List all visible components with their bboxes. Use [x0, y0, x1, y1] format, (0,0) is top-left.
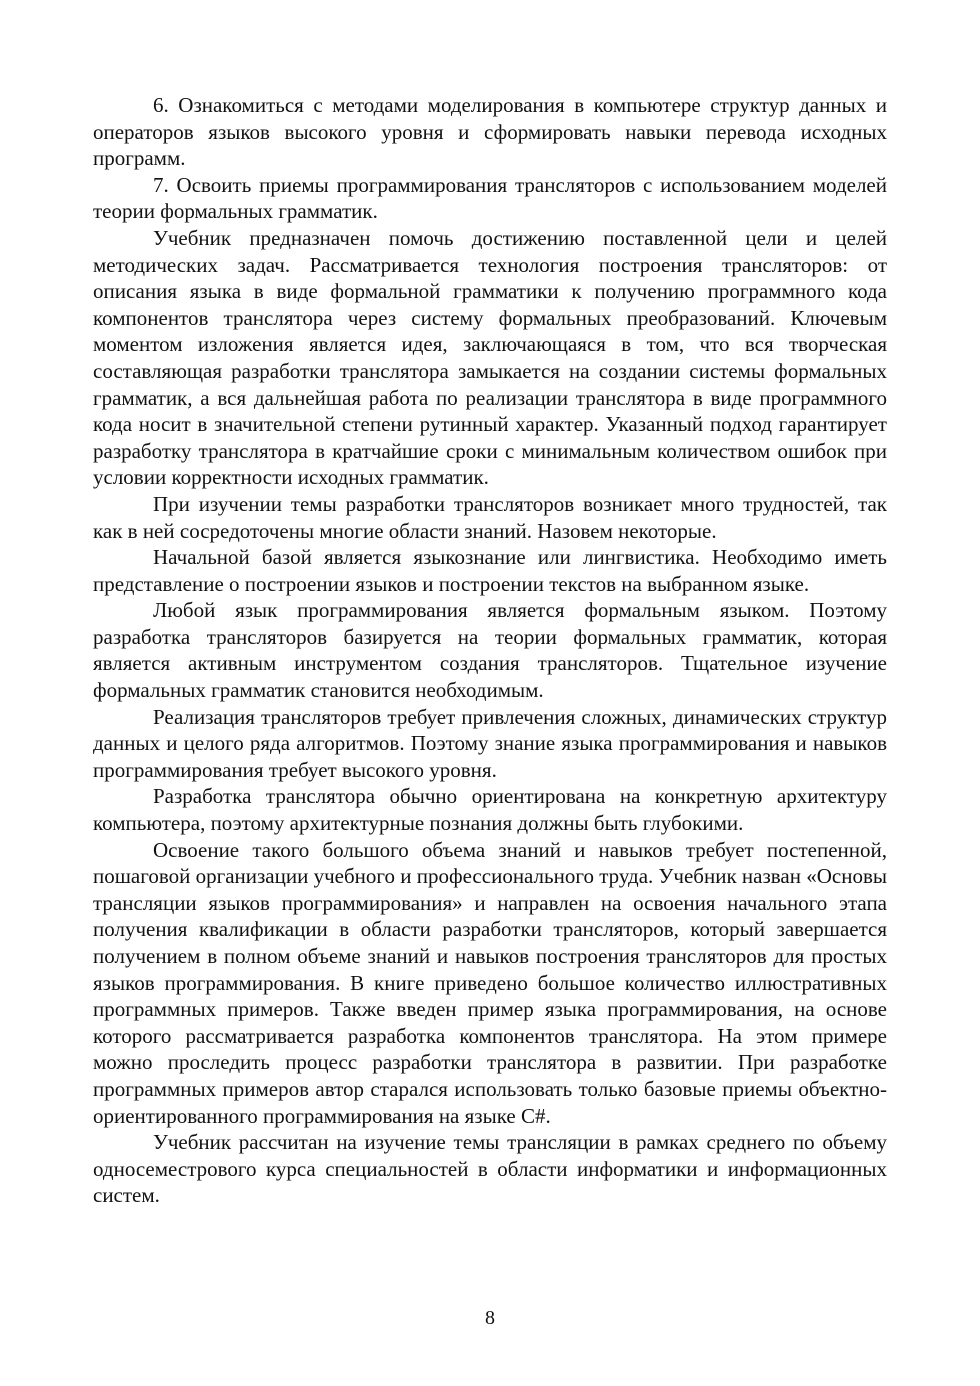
paragraph-formal-languages: Любой язык программирования является формальным языком. Поэтому разработка трансляторов базируется на теории формальных грамматик, которая является активным инструментом создания трансляторов. Тщательное изучение формальных грамматик становится необходимым. — [93, 598, 887, 703]
paragraph-textbook-purpose: Учебник предназначен помочь достижению поставленной цели и целей методических задач. Рассматривается технология построения трансляторов: от описания языка в виде формальной грамматики к получению программного кода компонентов транслятора через систему формальных преобразований. Ключевым моментом изложения является идея, заключающаяся в том, что вся творческая составляющая разработки транслятора замыкается на создании системы формальных грамматик, а вся дальнейшая работа по реализации транслятора в виде программного кода носит в значительной степени рутинный характер. Указанный подход гарантирует разработку транслятора в кратчайшие сроки с минимальным количеством ошибок при условии корректности исходных грамматик. — [93, 225, 887, 490]
paragraph-difficulties: При изучении темы разработки трансляторов возникает много трудностей, так как в ней сосредоточены многие области знаний. Назовем некоторые. — [93, 491, 887, 543]
paragraph-course-scope: Учебник рассчитан на изучение темы трансляции в рамках среднего по объему односеместрового курса специальностей в области информатики и информационных систем. — [93, 1130, 887, 1208]
page-number: 8 — [485, 1307, 495, 1329]
paragraph-data-structures: Реализация трансляторов требует привлечения сложных, динамических структур данных и целого ряда алгоритмов. Поэтому знание языка программирования и навыков программирования требует высокого уровня. — [93, 704, 887, 782]
paragraph-item-7: 7. Освоить приемы программирования трансляторов с использованием моделей теории формальных грамматик. — [93, 172, 887, 224]
paragraph-linguistics: Начальной базой является языкознание или лингвистика. Необходимо иметь представление о построении языков и построении текстов на выбранном языке. — [93, 545, 887, 596]
paragraph-mastering: Освоение такого большого объема знаний и навыков требует постепенной, пошаговой организации учебного и профессионального труда. Учебник назван «Основы трансляции языков программирования» и направлен на освоения начального этапа получения квалификации в области разработки трансляторов, который завершается получением в полном объеме знаний и навыков построения трансляторов для простых языков программирования. В книге приведено большое количество иллюстративных программных примеров. Также введен пример языка программирования, на основе которого рассматривается разработка компонентов транслятора. На этом примере можно проследить процесс разработки транслятора в развитии. При разработке программных примеров автор старался использовать только базовые приемы объектно-ориентированного программирования на языке C#. — [93, 837, 887, 1128]
page-body — [93, 92, 887, 1209]
paragraph-item-6: 6. Ознакомиться с методами моделирования в компьютере структур данных и операторов языков высокого уровня и сформировать навыки перевода исходных программ. — [93, 93, 887, 171]
paragraph-architecture: Разработка транслятора обычно ориентирована на конкретную архитектуру компьютера, поэтому архитектурные познания должны быть глубокими. — [93, 784, 887, 836]
